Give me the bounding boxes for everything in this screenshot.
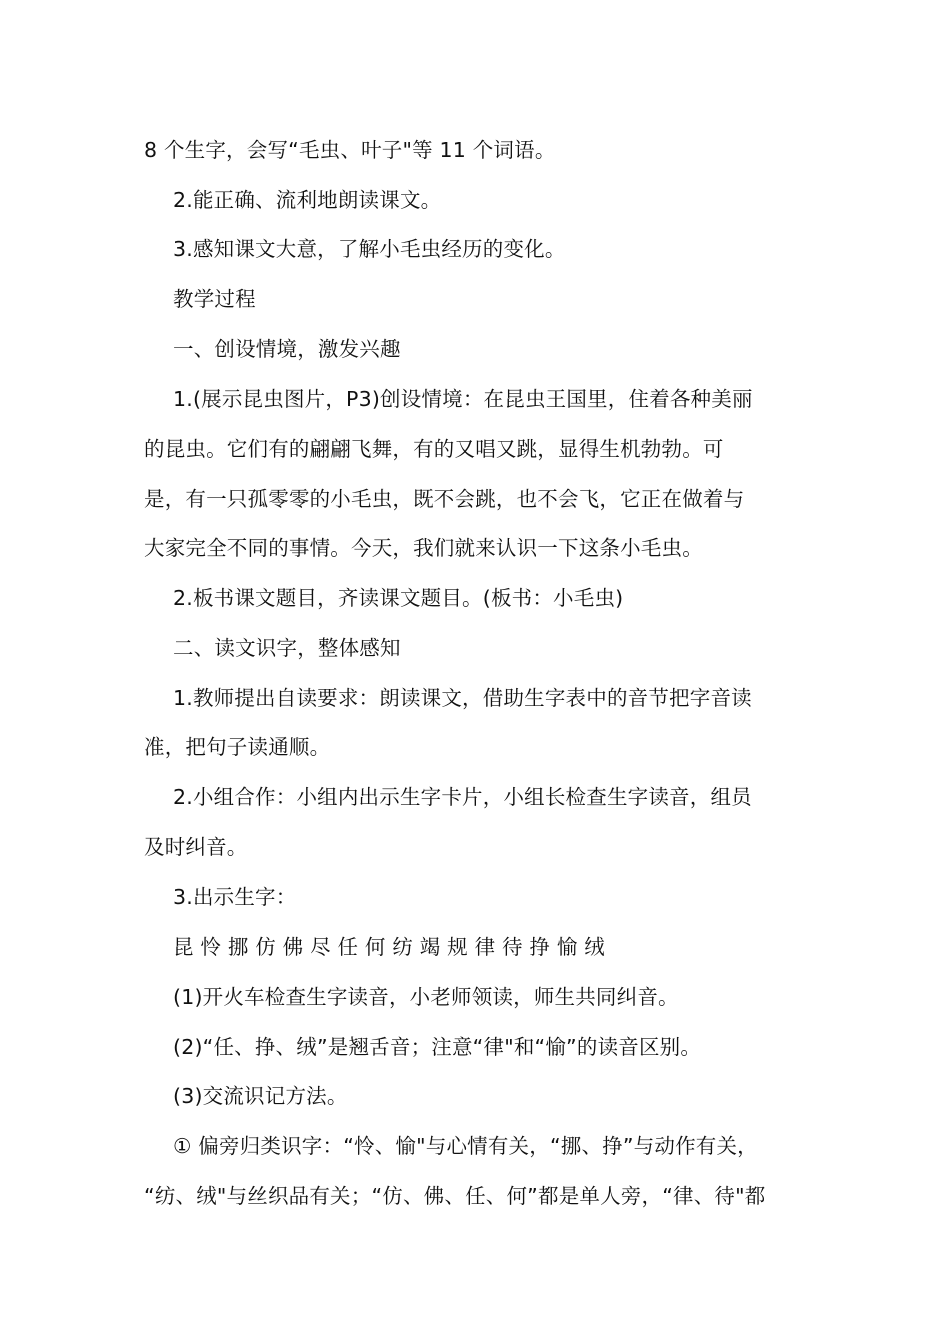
new-characters-list: 昆 怜 挪 仿 佛 尽 任 何 纺 竭 规 律 待 挣 愉 绒 (173, 935, 605, 959)
text-line-15: 及时纠音。 (144, 835, 248, 859)
text-line-13: 准，把句子读通顺。 (144, 735, 331, 759)
section-heading-1: 一、创设情境，激发兴趣 (173, 337, 401, 361)
text-line-21: ① 偏旁归类识字：“怜、愉"与心情有关，“挪、挣”与动作有关， (173, 1134, 758, 1158)
text-line-18: (1)开火车检查生字读音，小老师领读，师生共同纠音。 (173, 985, 679, 1009)
text-line-2: 2.能正确、流利地朗读课文。 (173, 188, 442, 212)
text-line-14: 2.小组合作：小组内出示生字卡片，小组长检查生字读音，组员 (173, 785, 752, 809)
text-line-8: 是，有一只孤零零的小毛虫，既不会跳，也不会飞，它正在做着与 (144, 487, 745, 511)
text-line-10: 2.板书课文题目，齐读课文题目。(板书：小毛虫) (173, 586, 624, 610)
section-heading-process: 教学过程 (173, 287, 256, 311)
section-heading-2: 二、读文识字，整体感知 (173, 636, 401, 660)
text-line-7: 的昆虫。它们有的翩翩飞舞，有的又唱又跳，显得生机勃勃。可 (144, 437, 724, 461)
text-line-22: “纺、绒"与丝织品有关；“仿、佛、任、何”都是单人旁，“律、待"都 (144, 1184, 766, 1208)
text-line-19: (2)“任、挣、绒”是翘舌音；注意“律"和“愉”的读音区别。 (173, 1035, 702, 1059)
text-line-3: 3.感知课文大意，了解小毛虫经历的变化。 (173, 237, 566, 261)
text-line-6: 1.(展示昆虫图片，P3)创设情境：在昆虫王国里，住着各种美丽 (173, 387, 753, 411)
text-line-20: (3)交流识记方法。 (173, 1084, 348, 1108)
text-line-9: 大家完全不同的事情。今天，我们就来认识一下这条小毛虫。 (144, 536, 703, 560)
text-line-16: 3.出示生字： (173, 885, 297, 909)
text-line-12: 1.教师提出自读要求：朗读课文，借助生字表中的音节把字音读 (173, 686, 752, 710)
text-line-1: 8 个生字，会写“毛虫、叶子"等 11 个词语。 (144, 138, 556, 162)
